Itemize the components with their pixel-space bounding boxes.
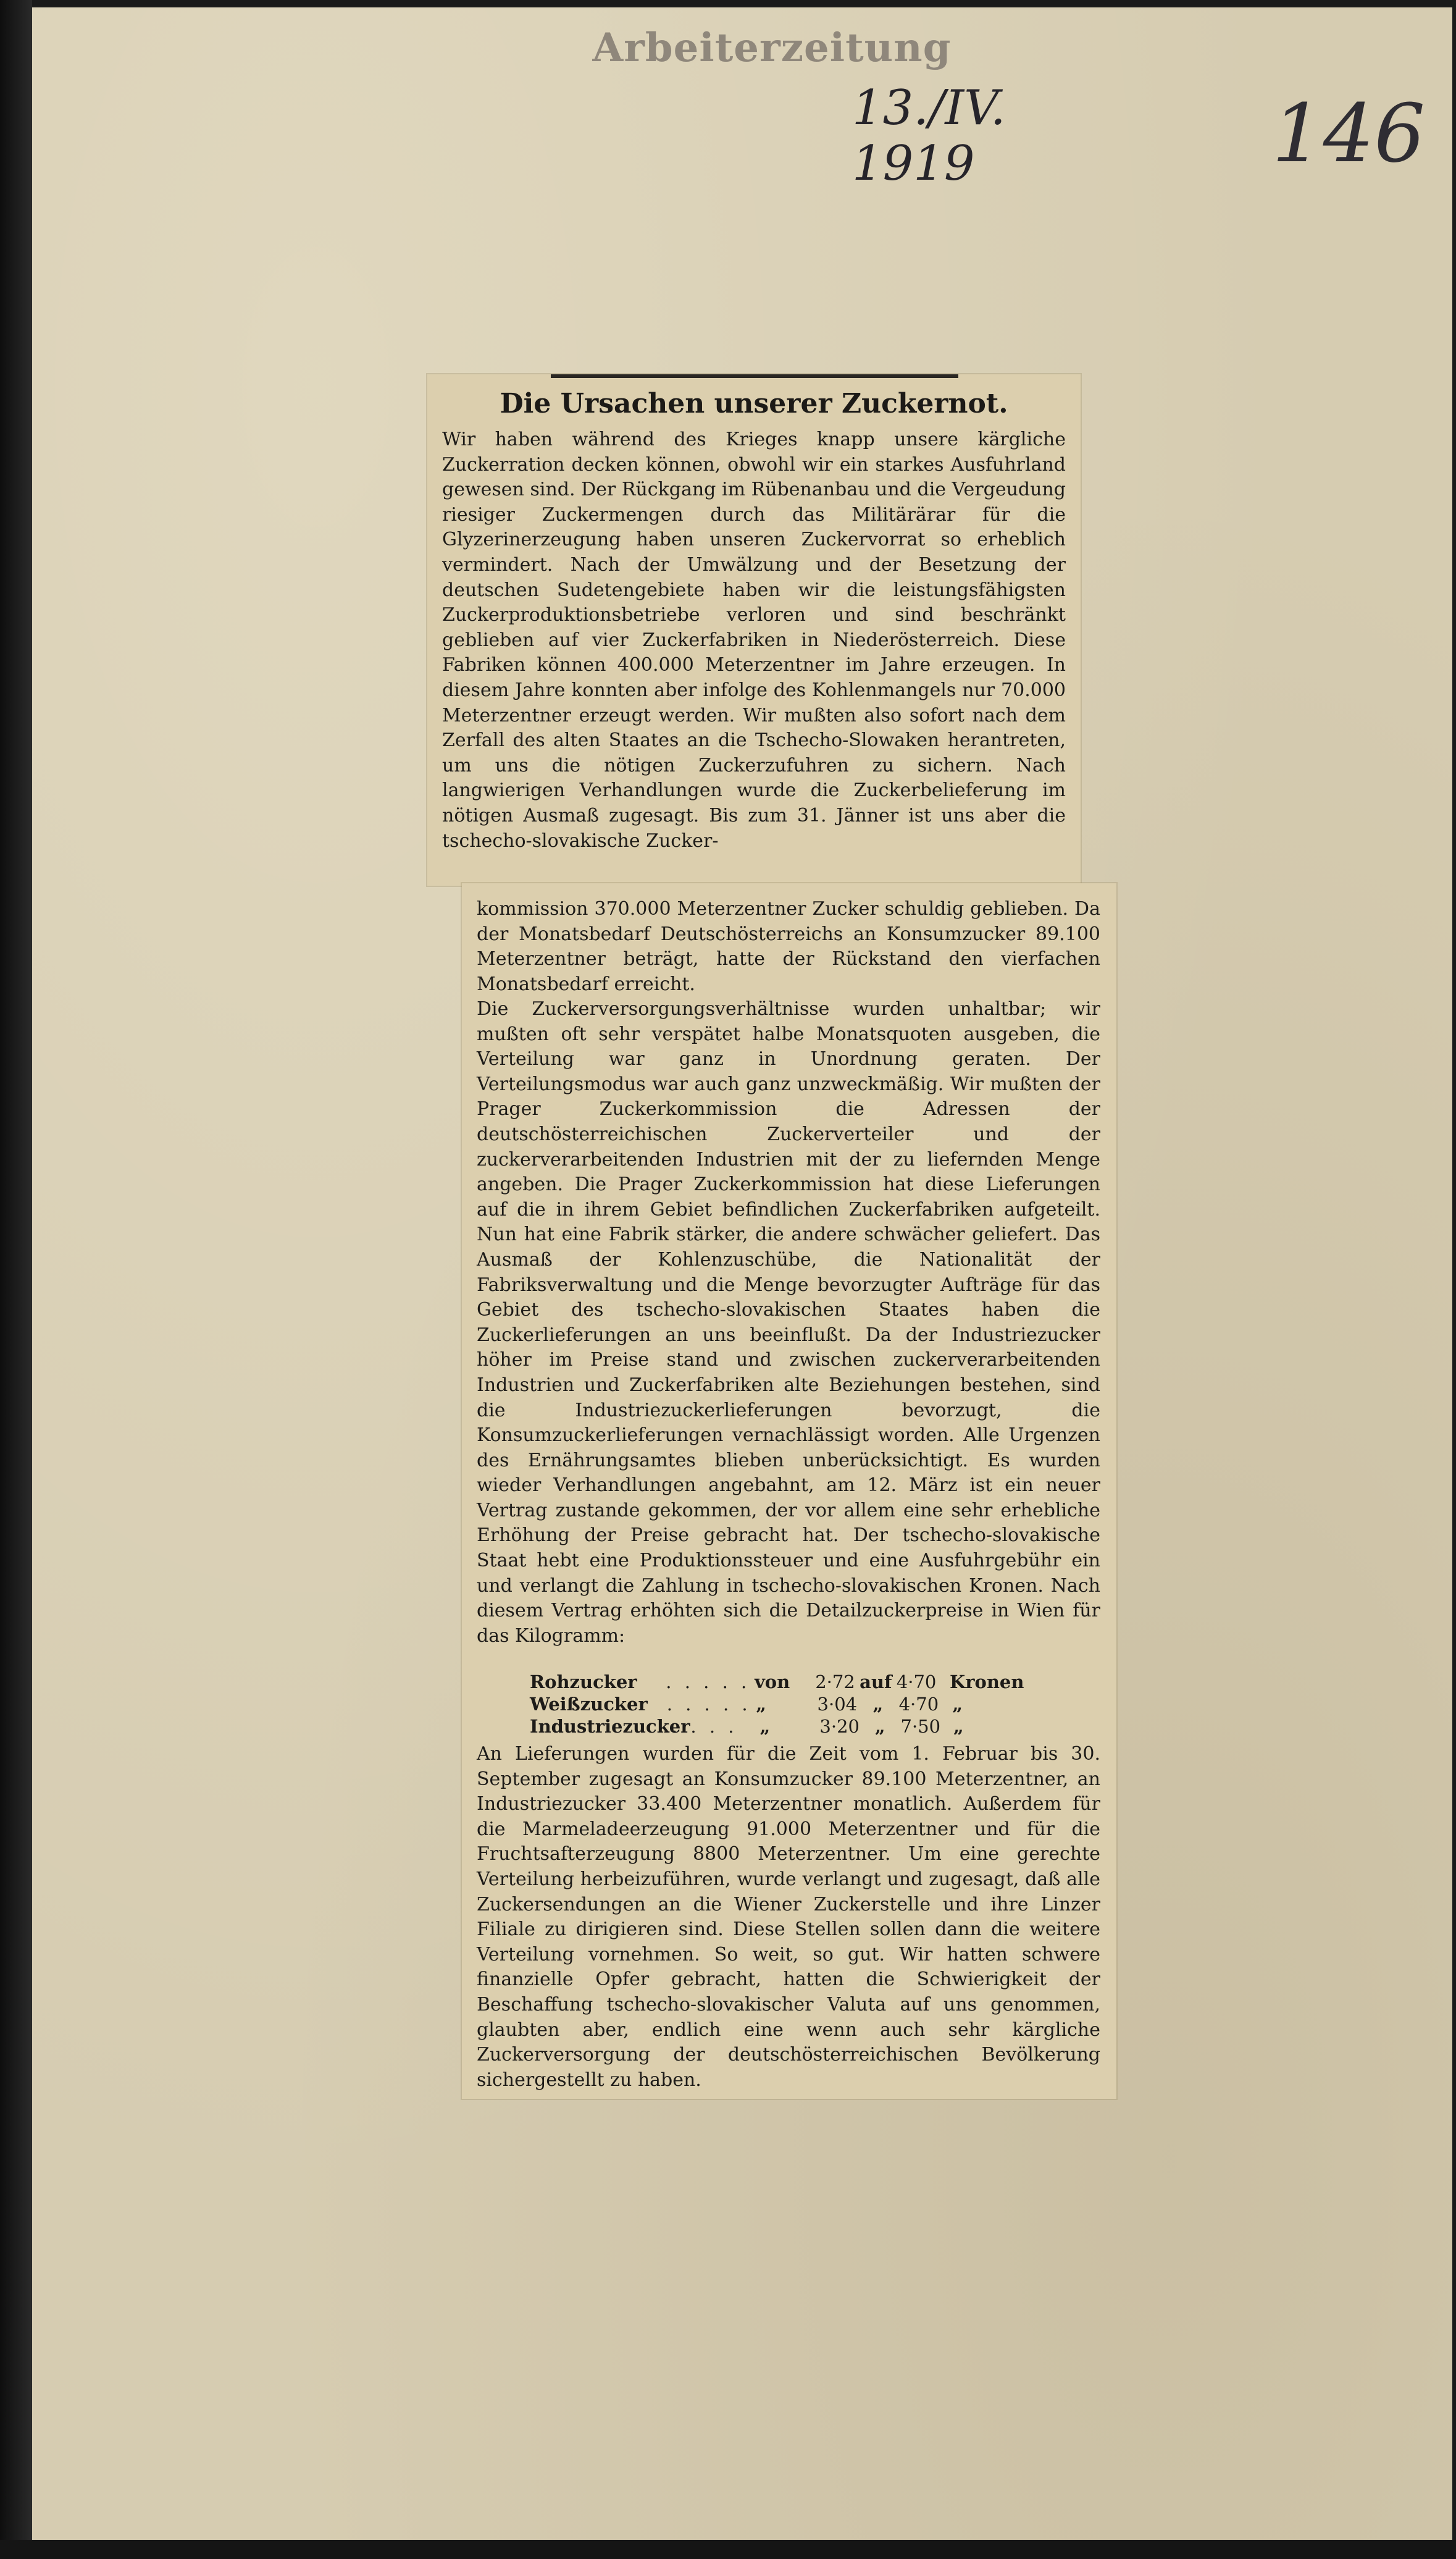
price-to: 4·70	[898, 1694, 939, 1715]
price-to: 4·70	[896, 1671, 937, 1692]
sugar-price-table	[530, 1671, 1024, 1738]
price-mid: „	[872, 1694, 884, 1715]
price-label: Industriezucker	[530, 1716, 690, 1737]
article-paragraph-2: kommission 370.000 Meterzentner Zucker schuldig geblieben. Da der Monatsbedarf Deutschösterreichs an Konsumzucker 89.100 Meterzentner beträgt, hatte der Rückstand den vierfachen Monatsbedarf erreicht.	[477, 898, 1100, 995]
handwritten-page-number: 146	[1272, 86, 1426, 180]
leader-dots: . . . .	[672, 1716, 738, 1737]
price-label: Rohzucker	[530, 1671, 637, 1692]
handwritten-date: 13./IV. 1919	[852, 80, 1006, 191]
price-prefix: „	[759, 1716, 771, 1737]
price-prefix: von	[754, 1671, 790, 1692]
article-headline: Die Ursachen unserer Zuckernot.	[500, 388, 1008, 419]
price-from: 2·72	[815, 1671, 855, 1692]
price-from: 3·04	[817, 1694, 858, 1715]
price-unit: Kronen	[950, 1671, 1024, 1692]
price-prefix: „	[756, 1694, 766, 1715]
clipping-bottom	[462, 883, 1116, 2099]
price-label: Weißzucker	[530, 1694, 648, 1715]
price-to: 7·50	[900, 1716, 941, 1737]
price-mid: „	[874, 1716, 885, 1737]
headline-rule	[551, 374, 958, 378]
article-paragraph-1: Wir haben während des Krieges knapp unsere kärgliche Zuckerration decken können, obwohl wir ein starkes Ausfuhrland gewesen sind. Der Rückgang im Rübenanbau und die Vergeudung riesiger Zuckermengen durch das Militärärar für die Glyzerinerzeugung haben unseren Zuckervorrat so erheblich vermindert. Nach der Umwälzung und der Besetzung der deutschen Sudetengebiete haben wir die leistungsfähigsten Zuckerproduktionsbetriebe verloren und sind beschränkt geblieben auf vier Zuckerfabriken in Niederösterreich. Diese Fabriken können 400.000 Meterzentner im Jahre erzeugen. In diesem Jahre konnten aber infolge des Kohlenmangels nur 70.000 Meterzentner erzeugt werden. Wir mußten also sofort nach dem Zerfall des alten Staates an die Tschecho-Slowaken herantreten, um uns die nötigen Zuckerzufuhren zu sichern. Nach langwierigen Verhandlungen wurde die Zuckerbelieferung im nötigen Ausmaß zugesagt. Bis zum 31. Jänner ist uns aber die tschecho-slovakische Zucker-	[442, 429, 1066, 852]
leader-dots: . . . . .	[666, 1671, 751, 1692]
scan-edge-left	[0, 0, 32, 2559]
newspaper-stamp: Arbeiterzeitung	[592, 25, 952, 71]
leader-dots: . . . . .	[666, 1694, 751, 1715]
price-row	[530, 1715, 1024, 1738]
price-mid: auf	[860, 1671, 892, 1692]
price-row	[530, 1671, 1024, 1693]
clipping-top	[427, 374, 1081, 886]
article-paragraph-4: An Lieferungen wurden für die Zeit vom 1. Februar bis 30. September zugesagt an Konsumzucker 89.100 Meterzentner, an Industriezucker 33.400 Meterzentner monatlich. Außerdem für die Marmeladeerzeugung 91.000 Meterzentner und für die Fruchtsafterzeugung 8800 Meterzentner. Um eine gerechte Verteilung herbeizuführen, wurde verlangt und zugesagt, daß alle Zuckersendungen an die Wiener Zuckerstelle und ihre Linzer Filiale zu dirigieren sind. Diese Stellen sollen dann die weitere Verteilung vornehmen. So weit, so gut. Wir hatten schwere finanzielle Opfer gebracht, hatten die Schwierigkeit der Beschaffung tschecho-slovakischer Valuta auf uns genommen, glaubten aber, endlich eine wenn auch sehr kärgliche Zuckerversorgung der deutschösterreichischen Bevölkerung sichergestellt zu haben.	[477, 1743, 1100, 2091]
price-unit: „	[953, 1716, 964, 1737]
price-row	[530, 1693, 1024, 1715]
article-paragraph-3: Die Zuckerversorgungsverhältnisse wurden unhaltbar; wir mußten oft sehr verspätet halbe Monatsquoten ausgeben, die Verteilung war ganz in Unordnung geraten. Der Verteilungsmodus war auch ganz unzweckmäßig. Wir mußten der Prager Zuckerkommission die Adressen der deutschösterreichischen Zuckerverteiler und der zuckerverarbeitenden Industrien mit der zu liefernden Menge angeben. Die Prager Zuckerkommission hat diese Lieferungen auf die in ihrem Gebiet befindlichen Zuckerfabriken aufgeteilt. Nun hat eine Fabrik stärker, die andere schwächer geliefert. Das Ausmaß der Kohlenzuschübe, die Nationalität der Fabriksverwaltung und die Menge bevorzugter Aufträge für das Gebiet des tschecho-slovakischen Staates haben die Zuckerlieferungen an uns beeinflußt. Da der Industriezucker höher im Preise stand und zwischen zuckerverarbeitenden Industrien und Zuckerfabriken alte Beziehungen bestehen, sind die Industriezuckerlieferungen bevorzugt, die Konsumzuckerlieferungen vernachlässigt worden. Alle Urgenzen des Ernährungsamtes blieben unberücksichtigt. Es wurden wieder Verhandlungen angebahnt, am 12. März ist ein neuer Vertrag zustande gekommen, der vor allem eine sehr erhebliche Erhöhung der Preise gebracht hat. Der tschecho-slovakische Staat hebt eine Produktionssteuer und eine Ausfuhrgebühr ein und verlangt die Zahlung in tschecho-slovakischen Kronen. Nach diesem Vertrag erhöhten sich die Detailzuckerpreise in Wien für das Kilogramm:	[477, 998, 1100, 1647]
scan-edge-bottom	[0, 2540, 1456, 2559]
price-from: 3·20	[819, 1716, 860, 1737]
price-unit: „	[952, 1694, 963, 1715]
